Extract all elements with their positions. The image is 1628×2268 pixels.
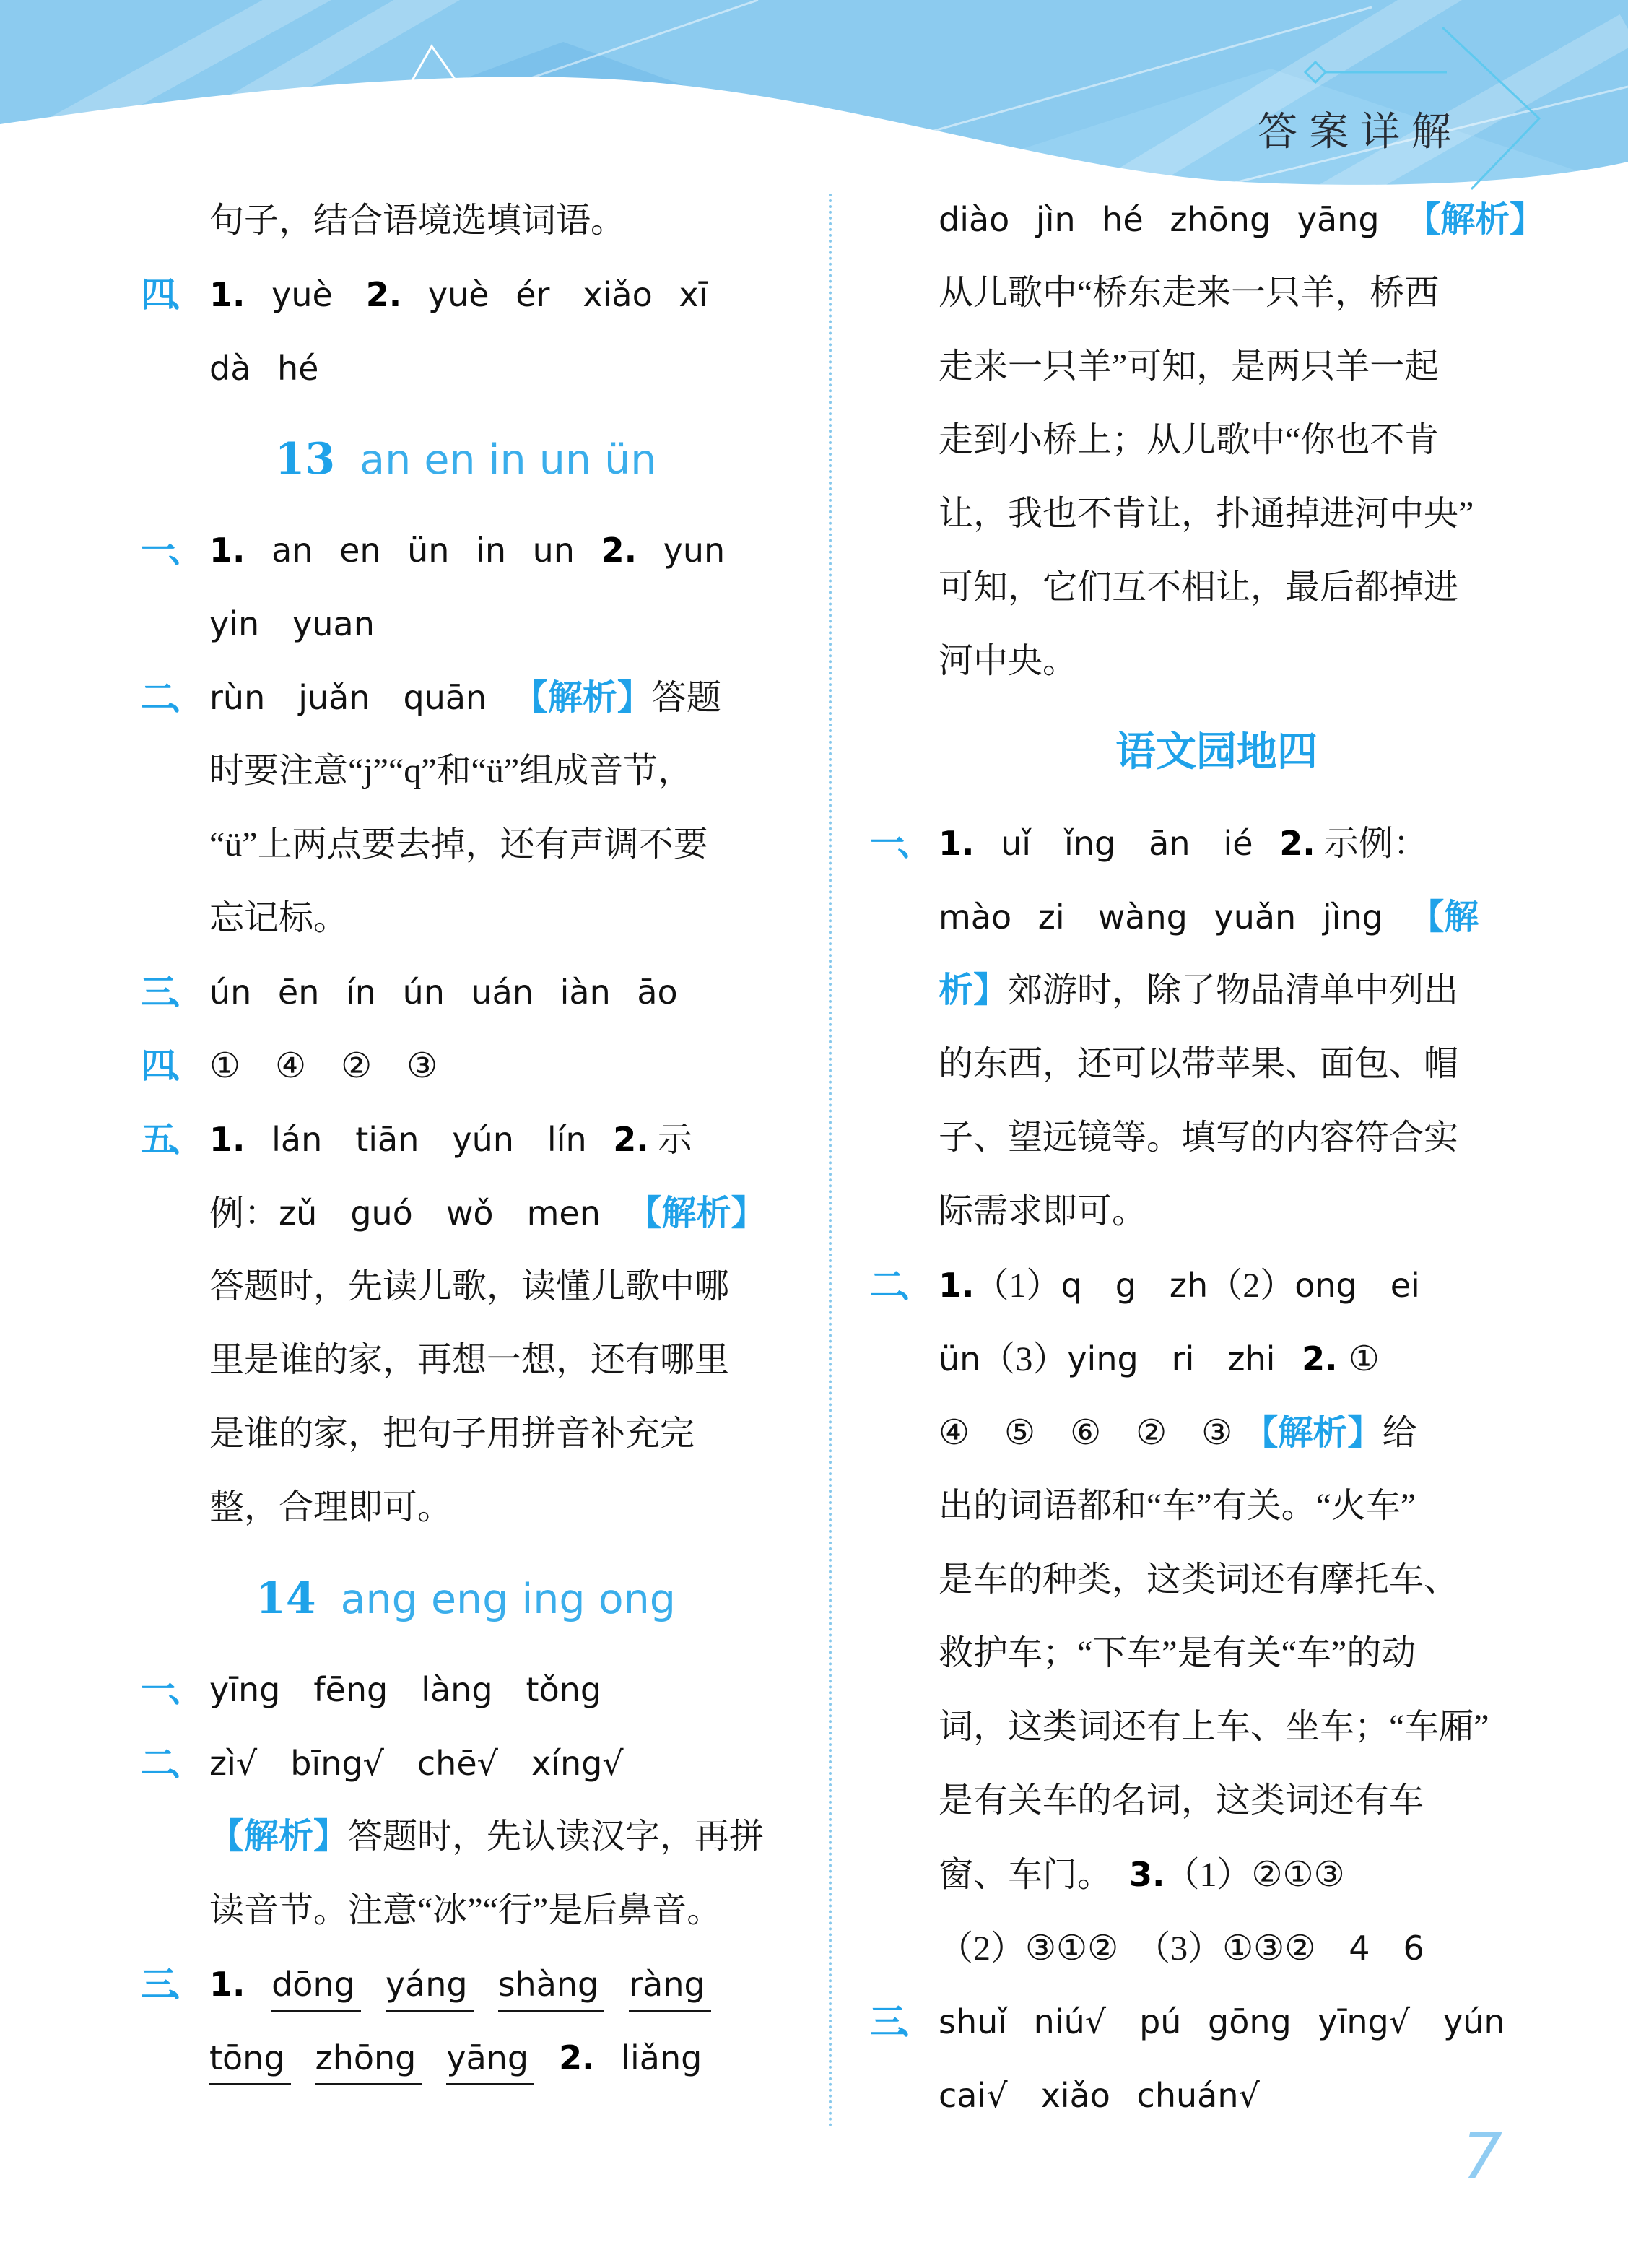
- item-marker: 四、: [141, 276, 196, 314]
- answer-line: [141, 1471, 791, 1544]
- answer-line: [870, 625, 1563, 698]
- text-segment: （2）: [1208, 1266, 1295, 1305]
- text-segment: （3）: [1118, 1929, 1223, 1968]
- text-segment: 子、望远镜等。填写的内容符合实: [939, 1118, 1459, 1157]
- text-segment: ①: [1337, 1339, 1380, 1379]
- section-header-title: ang eng ing ong: [340, 1576, 676, 1623]
- text-segment: 给: [1382, 1414, 1417, 1452]
- section-header: [870, 698, 1563, 807]
- text-segment: 2.: [365, 275, 402, 314]
- text-segment: 1.: [209, 531, 245, 570]
- text-segment: ong ei: [1294, 1266, 1420, 1305]
- text-segment: 2.: [559, 2038, 595, 2077]
- answer-line: [141, 1324, 791, 1397]
- text-segment: ②①③: [1251, 1854, 1345, 1895]
- text-segment: （3）: [980, 1340, 1068, 1378]
- page-title: 答案详解: [1258, 109, 1463, 154]
- text-segment: mào zi wàng yuǎn jìng: [939, 898, 1410, 937]
- text-segment: 际需求即可。: [939, 1192, 1147, 1230]
- text-segment: 救护车；“下车”是有关“车”的动: [939, 1634, 1416, 1672]
- answer-line: [870, 1101, 1563, 1175]
- text-segment: tōng: [209, 2038, 291, 2085]
- answer-line: [141, 734, 791, 808]
- text-segment: 是车的种类，这类词还有摩托车、: [939, 1560, 1459, 1599]
- answer-line: [141, 955, 791, 1029]
- page-header-banner: [0, 0, 1628, 211]
- answer-line: [870, 1027, 1563, 1101]
- text-segment: 走到小桥上；从儿歌中“你也不肯: [939, 421, 1440, 459]
- text-segment: shàng: [498, 1965, 605, 2012]
- text-segment: uǐ ǐng ān ié: [974, 824, 1280, 863]
- text-segment: yuè: [245, 275, 366, 314]
- text-segment: yāng: [446, 2038, 534, 2085]
- text-segment: 忘记标。: [209, 899, 349, 937]
- answer-line: [870, 1911, 1563, 1985]
- text-segment: yun: [637, 531, 726, 570]
- answer-line: [870, 1469, 1563, 1543]
- text-segment: ④ ⑤ ⑥ ② ③: [939, 1412, 1244, 1453]
- text-segment: 1.: [939, 824, 975, 863]
- answer-line: [870, 1838, 1563, 1911]
- item-marker: 一、: [870, 825, 926, 863]
- text-segment: ①③②: [1222, 1928, 1316, 1968]
- answer-line: [870, 330, 1563, 404]
- right-answer-column: [870, 183, 1563, 2132]
- item-marker: 三、: [870, 2003, 926, 2041]
- text-segment: 2.: [613, 1120, 649, 1159]
- answer-line: [141, 1947, 791, 2021]
- answer-line: [870, 404, 1563, 477]
- item-marker: 三、: [141, 1965, 196, 2004]
- answer-line: [870, 1985, 1563, 2059]
- answer-line: [870, 1543, 1563, 1617]
- text-segment: 2.: [1302, 1339, 1338, 1378]
- text-segment: 【解析】: [1406, 201, 1545, 239]
- answer-line: [141, 1103, 791, 1176]
- item-marker: 二、: [870, 1266, 926, 1305]
- item-marker: 三、: [141, 973, 196, 1012]
- item-marker: 二、: [141, 679, 196, 717]
- text-segment: 【解析】: [1243, 1414, 1383, 1452]
- text-segment: rùn juǎn quān: [209, 678, 513, 717]
- answer-line: [870, 256, 1563, 330]
- text-segment: 郊游时，除了物品清单中列出: [1008, 971, 1459, 1009]
- answer-line: [141, 882, 791, 955]
- text-segment: an en ün in un: [245, 531, 601, 570]
- answer-line: [870, 1248, 1563, 1322]
- text-segment: 答题时，先认读汉字，再拼: [348, 1817, 765, 1856]
- answer-line: [141, 258, 791, 331]
- text-segment: liǎng: [594, 2038, 702, 2077]
- item-marker: 二、: [141, 1745, 196, 1783]
- answer-line: [141, 184, 791, 258]
- text-segment: ① ④ ② ③: [209, 1046, 438, 1086]
- text-segment: yáng: [386, 1965, 474, 2012]
- answer-line: [870, 1322, 1563, 1396]
- text-segment: 是谁的家，把句子用拼音补充完: [209, 1415, 695, 1453]
- text-segment: 1.: [209, 1965, 245, 2004]
- answer-line: [141, 1800, 791, 1874]
- answer-line: [870, 954, 1563, 1027]
- text-segment: （2）: [939, 1929, 1026, 1968]
- text-segment: ún ēn ín ún uán iàn āo: [209, 973, 678, 1012]
- text-segment: 的东西，还可以带苹果、面包、帽: [939, 1045, 1459, 1083]
- answer-line: [870, 183, 1563, 256]
- answer-line: [141, 1397, 791, 1471]
- text-segment: （1）: [1165, 1856, 1252, 1894]
- answer-line: [870, 551, 1563, 625]
- page-number: 7: [1462, 2119, 1502, 2194]
- text-segment: 【解: [1409, 898, 1479, 937]
- section-header: [141, 1544, 791, 1653]
- text-segment: ying ri zhi: [1067, 1339, 1302, 1378]
- answer-line: [870, 880, 1563, 954]
- answer-line: [141, 661, 791, 734]
- text-segment: 出的词语都和“车”有关。“火车”: [939, 1487, 1416, 1525]
- text-segment: zhōng: [315, 2038, 422, 2085]
- text-segment: 河中央。: [939, 642, 1078, 680]
- text-segment: 让，我也不肯让，扑通掉进河中央”: [939, 495, 1474, 533]
- text-segment: zì√ bīng√ chē√ xíng√: [209, 1744, 624, 1783]
- text-segment: 读音节。注意“冰”“行”是后鼻音。: [209, 1891, 722, 1929]
- text-segment: 句子，结合语境选填词语。: [209, 201, 626, 240]
- answer-line: [141, 1029, 791, 1103]
- text-segment: 从儿歌中“桥东走来一只羊，桥西: [939, 274, 1440, 312]
- text-segment: 是有关车的名词，这类词还有车: [939, 1781, 1424, 1820]
- answer-line: [870, 2059, 1563, 2132]
- text-segment: 答题时，先读儿歌，读懂儿歌中哪: [209, 1267, 730, 1305]
- text-segment: 示例：: [1315, 825, 1428, 863]
- answer-line: [870, 1617, 1563, 1690]
- text-segment: 1.: [939, 1266, 975, 1305]
- answer-line: [141, 1726, 791, 1800]
- text-segment: 2.: [601, 531, 637, 570]
- answer-line: [870, 1175, 1563, 1248]
- left-answer-column: [141, 184, 791, 2095]
- answer-line: [141, 331, 791, 405]
- text-segment: 走来一只羊”可知，是两只羊一起: [939, 347, 1440, 386]
- text-segment: 1.: [209, 1120, 245, 1159]
- text-segment: 答题: [651, 679, 721, 717]
- text-segment: ③①②: [1025, 1928, 1119, 1968]
- answer-line: [870, 807, 1563, 880]
- item-marker: 四、: [141, 1047, 196, 1085]
- section-number: 13: [274, 434, 336, 485]
- answer-line: [141, 513, 791, 587]
- answer-line: [141, 2021, 791, 2095]
- text-segment: 整，合理即可。: [209, 1488, 453, 1526]
- text-segment: 可知，它们互不相让，最后都掉进: [939, 568, 1459, 607]
- text-segment: dōng: [271, 1965, 361, 2012]
- text-segment: yuè ér xiǎo xī: [401, 275, 708, 314]
- item-marker: 一、: [141, 1671, 196, 1709]
- text-segment: cai√ xiǎo chuán√: [939, 2076, 1260, 2115]
- text-segment: shuǐ niú√ pú gōng yīng√ yún: [939, 2002, 1505, 2041]
- text-segment: 2.: [1279, 824, 1315, 863]
- text-segment: 词，这类词还有上车、坐车；“车厢”: [939, 1708, 1489, 1746]
- section-header-title: an en in un ün: [360, 436, 657, 484]
- text-segment: 4 6: [1315, 1929, 1424, 1968]
- section-header-title: 语文园地四: [1115, 730, 1318, 775]
- text-segment: zǔ guó wǒ men: [279, 1194, 627, 1233]
- section-number: 14: [256, 1573, 316, 1624]
- text-segment: yin yuan: [209, 604, 375, 643]
- answer-line: [141, 1176, 791, 1250]
- answer-line: [870, 1396, 1563, 1469]
- text-segment: lán tiān yún lín: [245, 1120, 614, 1159]
- text-segment: 【解析】: [209, 1817, 349, 1856]
- column-divider: [829, 194, 832, 2129]
- text-segment: diào jìn hé zhōng yāng: [939, 200, 1406, 239]
- text-segment: “ü”上两点要去掉，还有声调不要: [209, 825, 708, 864]
- item-marker: 一、: [141, 531, 196, 570]
- answer-line: [141, 1653, 791, 1726]
- text-segment: 3.: [1129, 1855, 1165, 1894]
- text-segment: ün: [939, 1339, 981, 1378]
- answer-line: [141, 1874, 791, 1947]
- answer-line: [870, 477, 1563, 551]
- text-segment: 析】: [939, 971, 1009, 1009]
- answer-line: [870, 1690, 1563, 1764]
- text-segment: 【解析】: [627, 1194, 766, 1233]
- answer-line: [870, 1764, 1563, 1838]
- text-segment: （1）: [974, 1266, 1061, 1305]
- text-segment: 1.: [209, 275, 245, 314]
- text-segment: 时要注意“j”“q”和“ü”组成音节，: [209, 752, 693, 790]
- text-segment: yīng fēng làng tǒng: [209, 1670, 602, 1709]
- answer-line: [141, 808, 791, 882]
- text-segment: 【解析】: [513, 679, 652, 717]
- item-marker: 五、: [141, 1121, 196, 1159]
- text-segment: q g zh: [1061, 1266, 1209, 1305]
- text-segment: dà hé: [209, 349, 319, 388]
- section-header: [141, 405, 791, 513]
- text-segment: 例：: [209, 1194, 279, 1233]
- text-segment: ràng: [629, 1965, 710, 2012]
- text-segment: [245, 1965, 271, 2004]
- text-segment: 窗、车门。: [939, 1856, 1130, 1894]
- text-segment: 示: [648, 1121, 692, 1159]
- answer-line: [141, 587, 791, 661]
- text-segment: 里是谁的家，再想一想，还有哪里: [209, 1341, 730, 1379]
- answer-line: [141, 1250, 791, 1324]
